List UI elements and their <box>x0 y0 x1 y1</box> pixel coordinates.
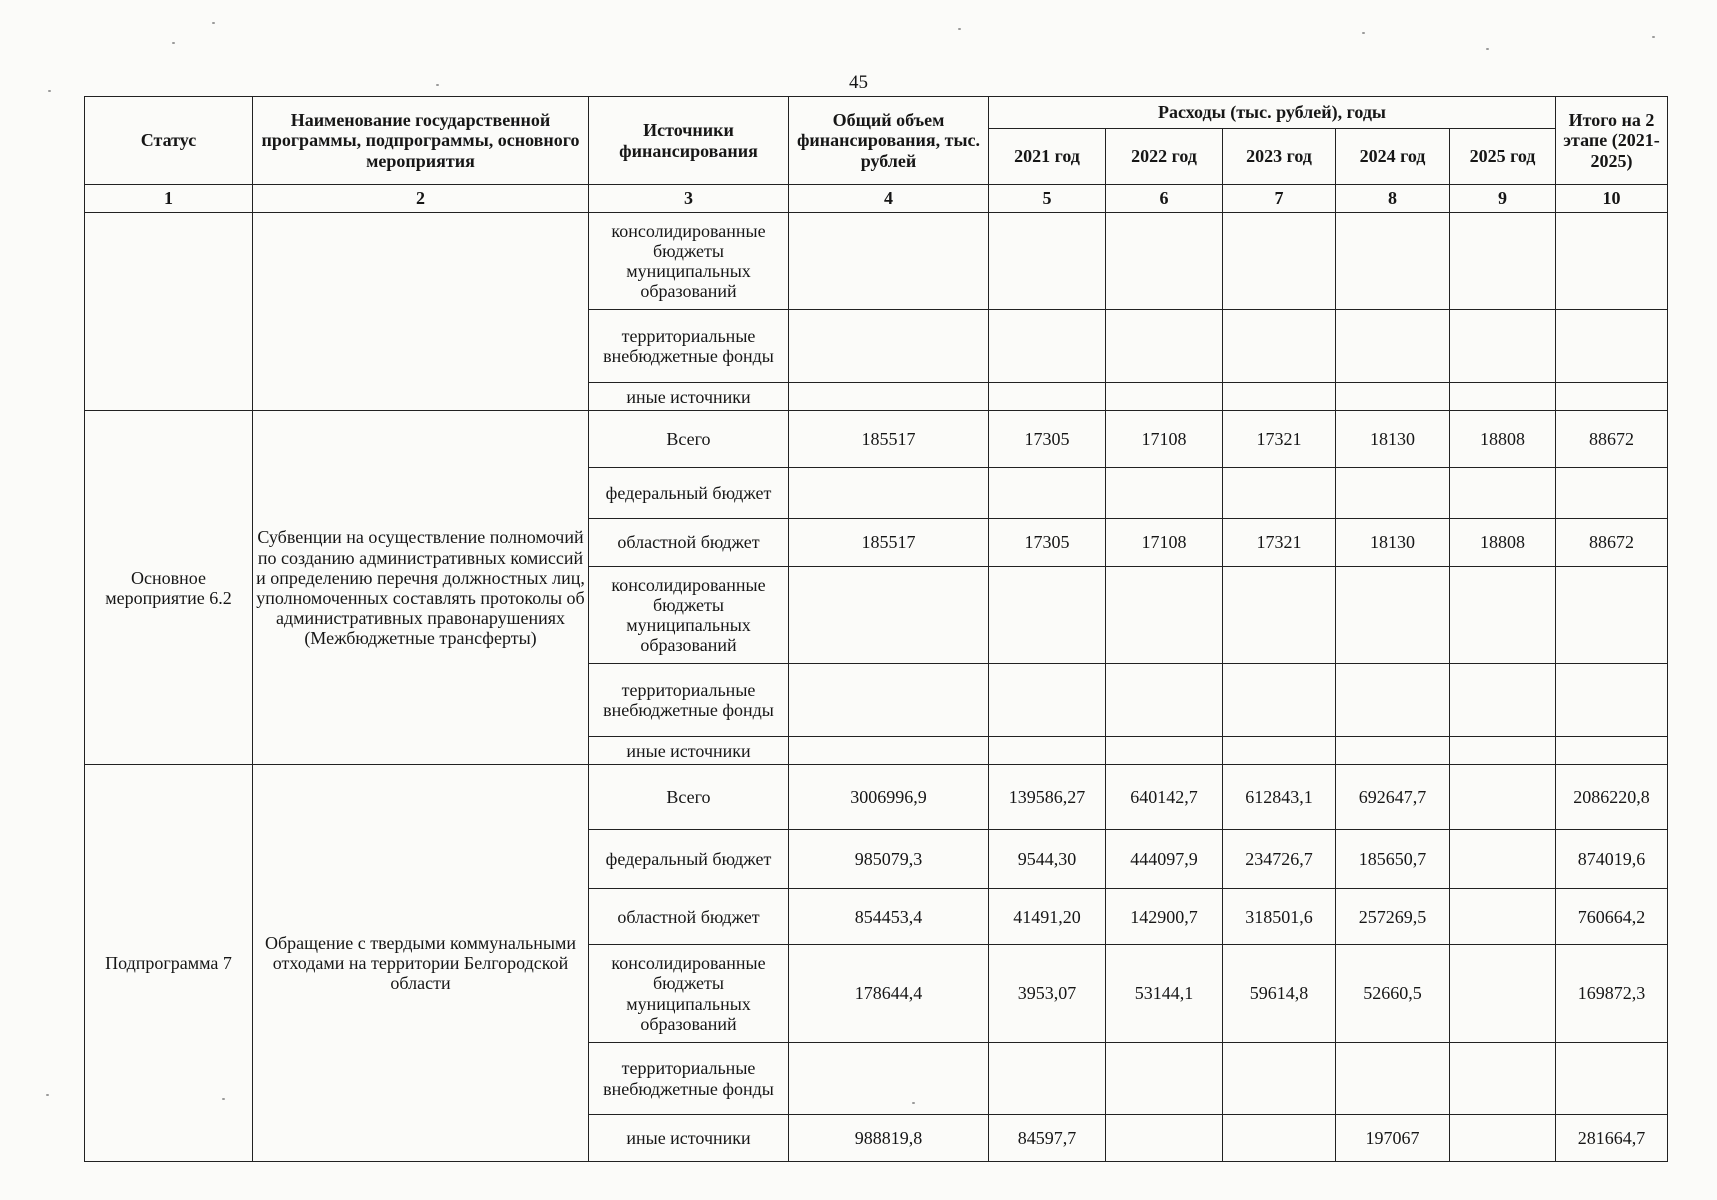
source-cell: областной бюджет <box>589 518 789 567</box>
column-number: 2 <box>253 185 589 213</box>
column-number: 7 <box>1223 185 1336 213</box>
column-number: 3 <box>589 185 789 213</box>
value-2023 <box>1223 1115 1336 1162</box>
value-2021: 9544,30 <box>989 830 1106 889</box>
name-cell-empty <box>253 213 589 411</box>
scan-speck <box>1486 48 1489 50</box>
value-stage-total <box>1556 567 1668 664</box>
value-2025 <box>1450 830 1556 889</box>
value-2025 <box>1450 1115 1556 1162</box>
page-number: 45 <box>849 72 868 93</box>
scan-speck <box>912 1102 915 1104</box>
value-2024 <box>1336 213 1450 310</box>
value-2024: 692647,7 <box>1336 765 1450 830</box>
column-number: 9 <box>1450 185 1556 213</box>
value-2025: 18808 <box>1450 411 1556 468</box>
column-number: 6 <box>1106 185 1223 213</box>
value-stage-total <box>1556 213 1668 310</box>
value-2025 <box>1450 567 1556 664</box>
value-stage-total: 169872,3 <box>1556 945 1668 1042</box>
value-stage-total: 281664,7 <box>1556 1115 1668 1162</box>
value-stage-total: 88672 <box>1556 518 1668 567</box>
value-2022 <box>1106 664 1223 737</box>
value-total <box>789 737 989 765</box>
value-2024: 185650,7 <box>1336 830 1450 889</box>
value-total <box>789 467 989 518</box>
column-number: 10 <box>1556 185 1668 213</box>
value-2022 <box>1106 310 1223 383</box>
scan-speck <box>222 1098 225 1100</box>
value-2025 <box>1450 888 1556 945</box>
value-2023 <box>1223 213 1336 310</box>
value-2024 <box>1336 467 1450 518</box>
source-cell: областной бюджет <box>589 888 789 945</box>
value-2022 <box>1106 467 1223 518</box>
status-cell: Подпрограмма 7 <box>85 765 253 1162</box>
value-2023: 17321 <box>1223 411 1336 468</box>
value-2021 <box>989 664 1106 737</box>
header-year-2024: 2024 год <box>1336 129 1450 185</box>
value-2024: 197067 <box>1336 1115 1450 1162</box>
value-2023 <box>1223 382 1336 410</box>
value-total <box>789 664 989 737</box>
value-2023: 234726,7 <box>1223 830 1336 889</box>
budget-table <box>84 96 1668 1162</box>
value-2021: 3953,07 <box>989 945 1106 1042</box>
value-2025 <box>1450 945 1556 1042</box>
source-cell: Всего <box>589 411 789 468</box>
value-total <box>789 310 989 383</box>
value-2025 <box>1450 737 1556 765</box>
source-cell: консолидированные бюджеты муниципальных образований <box>589 945 789 1042</box>
column-number: 1 <box>85 185 253 213</box>
header-year-2023: 2023 год <box>1223 129 1336 185</box>
header-stage-total: Итого на 2 этапе (2021-2025) <box>1556 97 1668 185</box>
value-2022: 444097,9 <box>1106 830 1223 889</box>
value-2023 <box>1223 1042 1336 1115</box>
source-cell: территориальные внебюджетные фонды <box>589 310 789 383</box>
scan-speck <box>1652 36 1655 38</box>
value-stage-total: 760664,2 <box>1556 888 1668 945</box>
value-2022 <box>1106 213 1223 310</box>
header-expenses: Расходы (тыс. рублей), годы <box>989 97 1556 129</box>
program-name-cell: Обращение с твердыми коммунальными отходами на территории Белгородской области <box>253 765 589 1162</box>
value-2023 <box>1223 310 1336 383</box>
value-2025 <box>1450 1042 1556 1115</box>
source-cell: консолидированные бюджеты муниципальных образований <box>589 567 789 664</box>
header-total: Общий объем финансирования, тыс. рублей <box>789 97 989 185</box>
source-cell: Всего <box>589 765 789 830</box>
value-2021 <box>989 567 1106 664</box>
value-stage-total <box>1556 467 1668 518</box>
value-2024 <box>1336 382 1450 410</box>
scan-speck <box>958 28 961 30</box>
value-2021 <box>989 310 1106 383</box>
header-year-2021: 2021 год <box>989 129 1106 185</box>
value-stage-total <box>1556 737 1668 765</box>
source-cell: территориальные внебюджетные фонды <box>589 1042 789 1115</box>
scan-speck <box>436 84 439 86</box>
value-2024 <box>1336 737 1450 765</box>
scan-speck <box>212 22 215 24</box>
scan-speck <box>1362 32 1365 34</box>
status-cell-empty <box>85 213 253 411</box>
value-2023 <box>1223 567 1336 664</box>
value-2022 <box>1106 1042 1223 1115</box>
scan-speck <box>48 90 51 92</box>
value-2021: 139586,27 <box>989 765 1106 830</box>
value-total: 985079,3 <box>789 830 989 889</box>
value-2021: 84597,7 <box>989 1115 1106 1162</box>
value-total: 988819,8 <box>789 1115 989 1162</box>
scan-speck <box>172 42 175 44</box>
source-cell: консолидированные бюджеты муниципальных образований <box>589 213 789 310</box>
value-total: 185517 <box>789 518 989 567</box>
value-2023: 59614,8 <box>1223 945 1336 1042</box>
value-2024: 52660,5 <box>1336 945 1450 1042</box>
value-total <box>789 1042 989 1115</box>
scan-speck <box>46 1094 49 1096</box>
value-total <box>789 213 989 310</box>
source-cell: иные источники <box>589 1115 789 1162</box>
value-2025 <box>1450 467 1556 518</box>
value-2021 <box>989 1042 1106 1115</box>
header-sources: Источники финансирования <box>589 97 789 185</box>
value-2023: 17321 <box>1223 518 1336 567</box>
value-2024: 18130 <box>1336 518 1450 567</box>
value-2024: 18130 <box>1336 411 1450 468</box>
value-stage-total: 2086220,8 <box>1556 765 1668 830</box>
value-2021 <box>989 467 1106 518</box>
value-total: 3006996,9 <box>789 765 989 830</box>
value-2023 <box>1223 664 1336 737</box>
value-2025 <box>1450 664 1556 737</box>
header-name: Наименование государственной программы, подпрограммы, основного мероприятия <box>253 97 589 185</box>
value-2025 <box>1450 765 1556 830</box>
value-total: 178644,4 <box>789 945 989 1042</box>
value-2021: 41491,20 <box>989 888 1106 945</box>
source-cell: территориальные внебюджетные фонды <box>589 664 789 737</box>
value-2022: 53144,1 <box>1106 945 1223 1042</box>
value-total: 854453,4 <box>789 888 989 945</box>
value-stage-total <box>1556 382 1668 410</box>
value-2025: 18808 <box>1450 518 1556 567</box>
source-cell: иные источники <box>589 382 789 410</box>
value-2021 <box>989 382 1106 410</box>
program-name-cell: Субвенции на осуществление полномочий по созданию административных комиссий и определению перечня должностных лиц, уполномоченных составлять протоколы об административных правонарушениях (Межбюджетные трансферты) <box>253 411 589 765</box>
value-2023: 318501,6 <box>1223 888 1336 945</box>
status-cell: Основное мероприятие 6.2 <box>85 411 253 765</box>
column-number: 8 <box>1336 185 1450 213</box>
value-2023: 612843,1 <box>1223 765 1336 830</box>
value-2022: 142900,7 <box>1106 888 1223 945</box>
value-2022: 17108 <box>1106 411 1223 468</box>
value-2023 <box>1223 737 1336 765</box>
value-total: 185517 <box>789 411 989 468</box>
column-number: 4 <box>789 185 989 213</box>
header-status: Статус <box>85 97 253 185</box>
source-cell: иные источники <box>589 737 789 765</box>
value-stage-total <box>1556 664 1668 737</box>
value-2025 <box>1450 213 1556 310</box>
value-2022 <box>1106 567 1223 664</box>
header-year-2022: 2022 год <box>1106 129 1223 185</box>
value-total <box>789 567 989 664</box>
header-year-2025: 2025 год <box>1450 129 1556 185</box>
value-2021 <box>989 737 1106 765</box>
value-stage-total: 88672 <box>1556 411 1668 468</box>
source-cell: федеральный бюджет <box>589 830 789 889</box>
value-2024 <box>1336 664 1450 737</box>
value-2022 <box>1106 737 1223 765</box>
value-stage-total <box>1556 310 1668 383</box>
value-2024 <box>1336 310 1450 383</box>
value-2024 <box>1336 1042 1450 1115</box>
value-2022 <box>1106 1115 1223 1162</box>
value-2022: 17108 <box>1106 518 1223 567</box>
value-2023 <box>1223 467 1336 518</box>
value-total <box>789 382 989 410</box>
value-2025 <box>1450 310 1556 383</box>
value-2025 <box>1450 382 1556 410</box>
value-2024 <box>1336 567 1450 664</box>
value-2022 <box>1106 382 1223 410</box>
value-stage-total <box>1556 1042 1668 1115</box>
source-cell: федеральный бюджет <box>589 467 789 518</box>
value-2021: 17305 <box>989 518 1106 567</box>
value-2022: 640142,7 <box>1106 765 1223 830</box>
value-2021: 17305 <box>989 411 1106 468</box>
value-2024: 257269,5 <box>1336 888 1450 945</box>
column-number: 5 <box>989 185 1106 213</box>
value-2021 <box>989 213 1106 310</box>
value-stage-total: 874019,6 <box>1556 830 1668 889</box>
